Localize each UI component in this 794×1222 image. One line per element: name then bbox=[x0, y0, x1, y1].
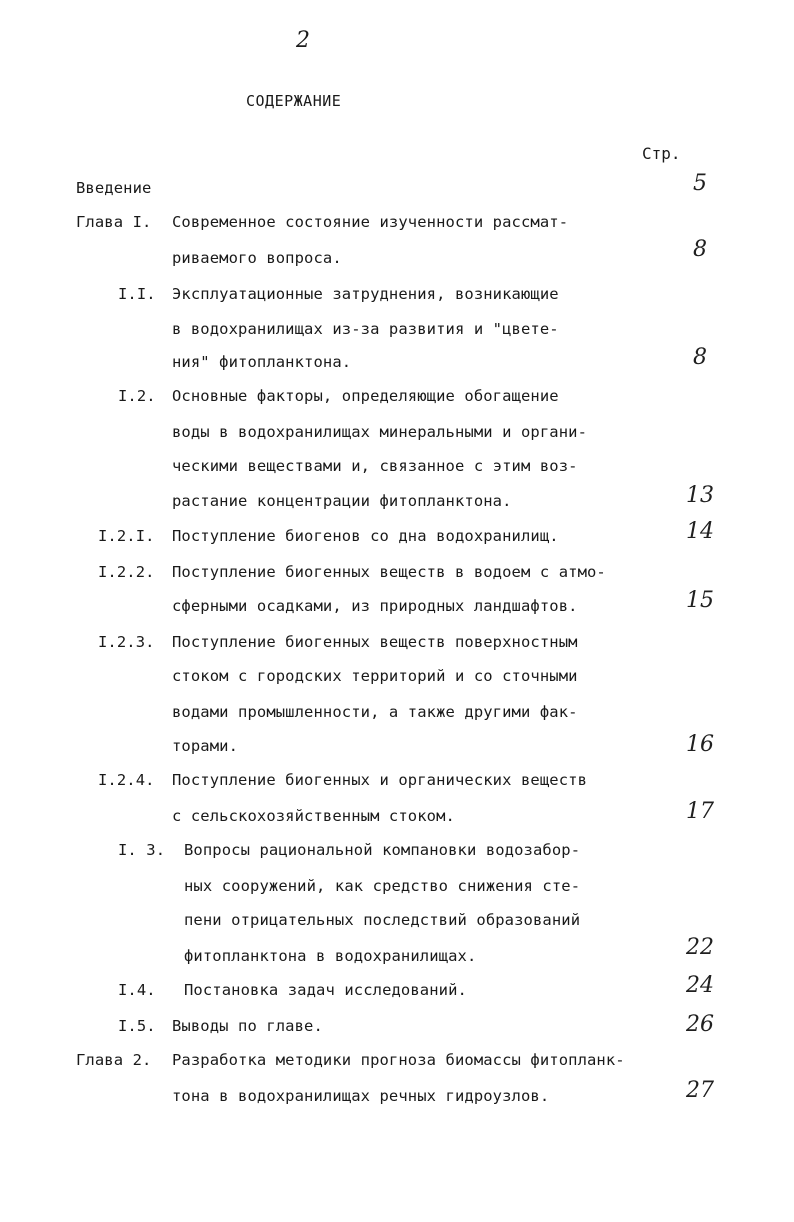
toc-text-line: Поступление биогенных веществ поверхностным bbox=[172, 633, 578, 651]
toc-text-line: Постановка задач исследований. bbox=[184, 981, 467, 999]
toc-label-s1-5: I.5. bbox=[118, 1017, 156, 1035]
toc-text-line: Эксплуатационные затруднения, возникающие bbox=[172, 285, 559, 303]
toc-page-number: 14 bbox=[686, 519, 714, 544]
toc-page-number: 8 bbox=[693, 237, 707, 262]
toc-text-line: водами промышленности, а также другими фак- bbox=[172, 703, 578, 721]
toc-label-ch1: Глава I. bbox=[76, 213, 152, 231]
toc-text-line: риваемого вопроса. bbox=[172, 249, 342, 267]
toc-text-line: растание концентрации фитопланктона. bbox=[172, 492, 512, 510]
toc-text-line: стоком с городских территорий и со сточными bbox=[172, 667, 578, 685]
toc-text-line: ния" фитопланктона. bbox=[172, 353, 352, 371]
toc-text-line: тона в водохранилищах речных гидроузлов. bbox=[172, 1087, 550, 1105]
toc-text-line: Поступление биогенных веществ в водоем с атмо- bbox=[172, 563, 606, 581]
page-title: СОДЕРЖАНИЕ bbox=[246, 92, 342, 110]
toc-page-number: 26 bbox=[686, 1012, 714, 1037]
toc-text-line: Современное состояние изученности рассмат- bbox=[172, 213, 569, 231]
toc-page-number: 27 bbox=[686, 1078, 714, 1103]
toc-text-line: с сельскохозяйственным стоком. bbox=[172, 807, 455, 825]
toc-text-line: Поступление биогенных и органических веществ bbox=[172, 771, 587, 789]
toc-page-number: 5 bbox=[693, 171, 707, 196]
toc-label-intro: Введение bbox=[76, 179, 152, 197]
toc-text-line: в водохранилищах из-за развития и "цвете- bbox=[172, 320, 559, 338]
toc-page-number: 24 bbox=[686, 973, 714, 998]
toc-text-line: сферными осадками, из природных ландшафтов. bbox=[172, 597, 578, 615]
toc-text-line: торами. bbox=[172, 737, 239, 755]
toc-text-line: воды в водохранилищах минеральными и органи- bbox=[172, 423, 587, 441]
toc-page-number: 16 bbox=[686, 732, 714, 757]
toc-text-line: ных сооружений, как средство снижения сте- bbox=[184, 877, 581, 895]
toc-text-line: ческими веществами и, связанное с этим воз- bbox=[172, 457, 578, 475]
toc-text-line: фитопланктона в водохранилищах. bbox=[184, 947, 477, 965]
toc-page-number: 22 bbox=[686, 935, 714, 960]
toc-label-s1-2-3: I.2.3. bbox=[98, 633, 155, 651]
toc-text-line: Разработка методики прогноза биомассы фитопланк- bbox=[172, 1051, 625, 1069]
toc-text-line: пени отрицательных последствий образований bbox=[184, 911, 581, 929]
toc-label-s1-2-1: I.2.I. bbox=[98, 527, 155, 545]
toc-text-line: Основные факторы, определяющие обогащение bbox=[172, 387, 559, 405]
page-column-label: Стр. bbox=[642, 144, 681, 163]
toc-text-line: Вопросы рациональной компановки водозабор- bbox=[184, 841, 581, 859]
toc-label-s1-2-4: I.2.4. bbox=[98, 771, 155, 789]
toc-label-s1-3: I. 3. bbox=[118, 841, 166, 859]
toc-page-number: 8 bbox=[693, 345, 707, 370]
toc-page-number: 17 bbox=[686, 799, 714, 824]
toc-text-line: Поступление биогенов со дна водохранилищ. bbox=[172, 527, 559, 545]
page-number: 2 bbox=[296, 28, 310, 53]
toc-page-number: 13 bbox=[686, 483, 714, 508]
toc-text-line: Выводы по главе. bbox=[172, 1017, 323, 1035]
toc-page-number: 15 bbox=[686, 588, 714, 613]
toc-label-s1-4: I.4. bbox=[118, 981, 156, 999]
toc-label-s1-2-2: I.2.2. bbox=[98, 563, 155, 581]
toc-label-s1-1: I.I. bbox=[118, 285, 156, 303]
toc-label-ch2: Глава 2. bbox=[76, 1051, 152, 1069]
toc-label-s1-2: I.2. bbox=[118, 387, 156, 405]
